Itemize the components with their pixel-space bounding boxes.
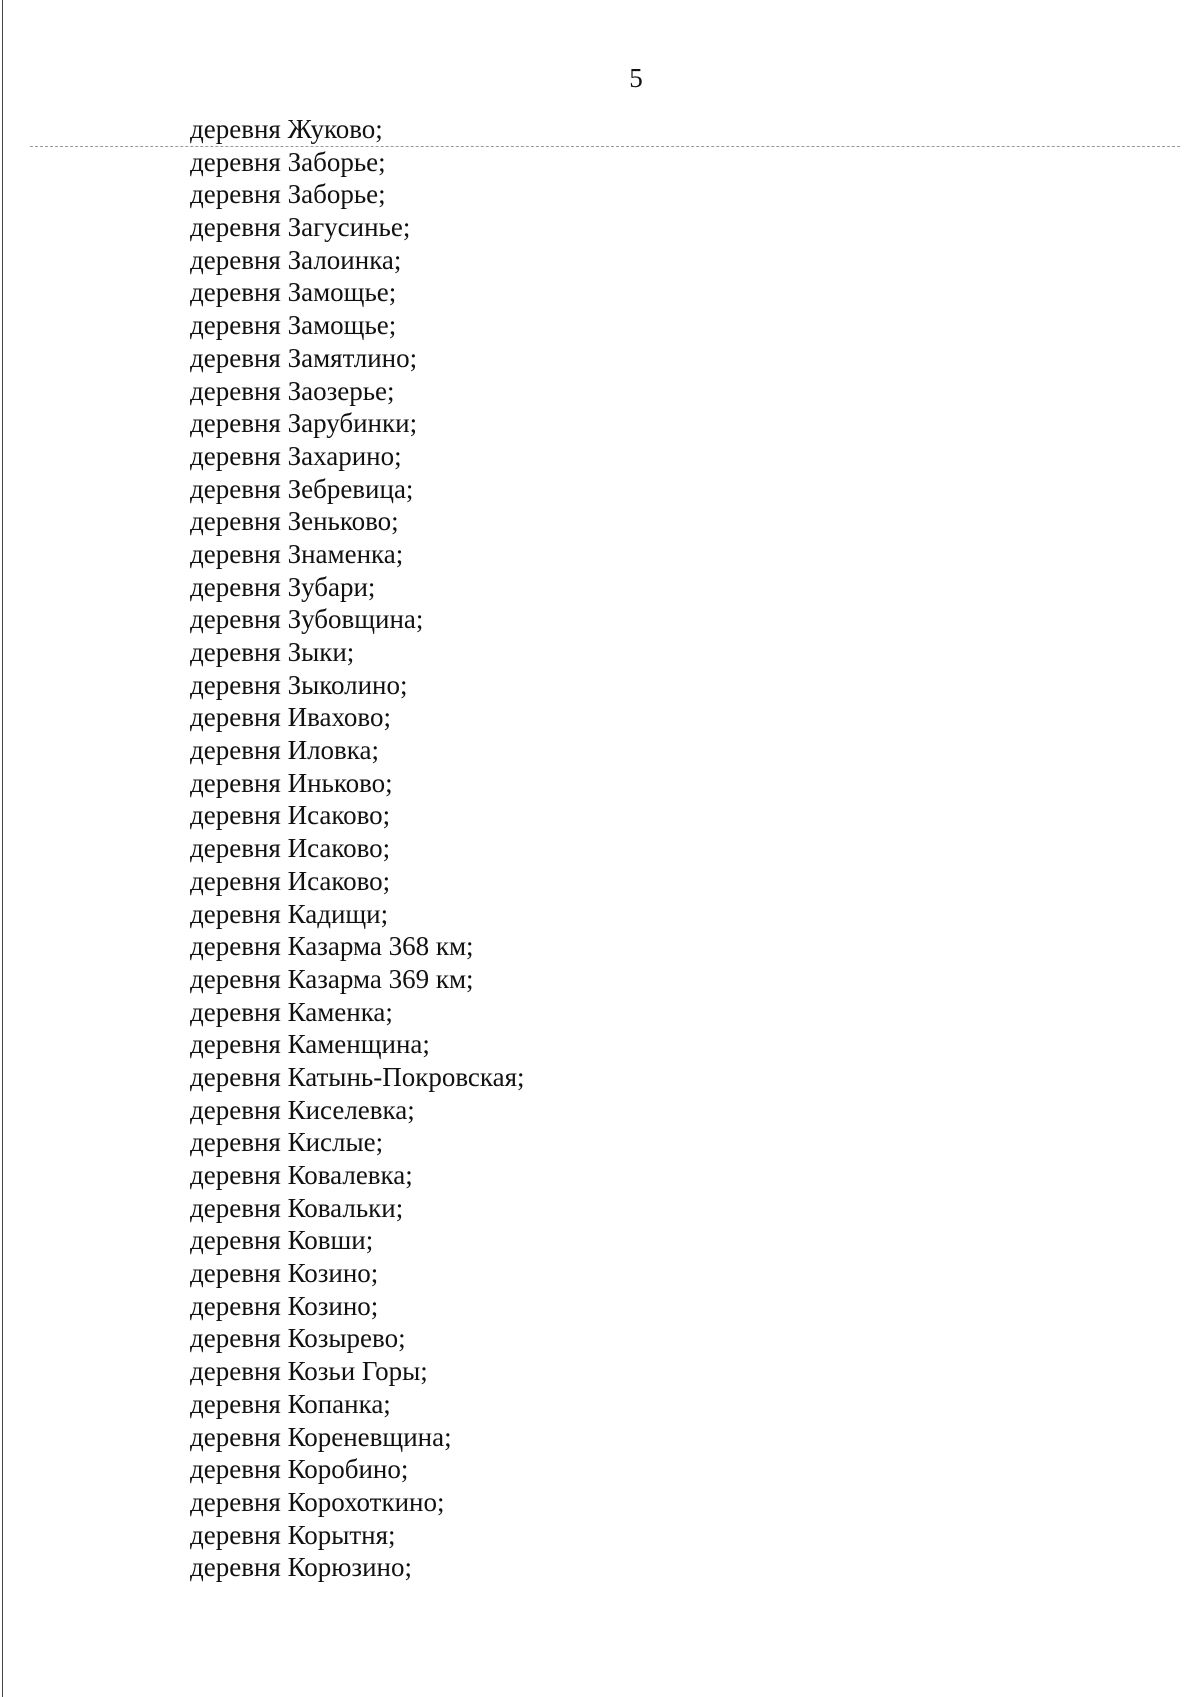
- village-entry: деревня Кореневщина;: [190, 1421, 452, 1452]
- village-entry: деревня Заозерье;: [190, 375, 395, 406]
- village-entry: деревня Козьи Горы;: [190, 1356, 428, 1387]
- page-number: 5: [629, 63, 643, 93]
- village-entry: деревня Заборье;: [190, 179, 386, 210]
- village-entry: деревня Козино;: [190, 1258, 379, 1289]
- village-entry: деревня Ковалевка;: [190, 1160, 413, 1190]
- village-entry: деревня Кислые;: [190, 1127, 384, 1158]
- village-entry: деревня Зыколино;: [190, 669, 408, 700]
- village-entry: деревня Зыки;: [190, 637, 355, 667]
- village-entry: деревня Исаково;: [190, 865, 391, 896]
- village-list: [190, 113, 525, 1584]
- village-entry: деревня Корытня;: [190, 1519, 396, 1550]
- village-entry: деревня Каменка;: [190, 996, 393, 1027]
- village-entry: деревня Заборье;: [190, 146, 386, 177]
- village-entry: деревня Замощье;: [190, 277, 397, 308]
- village-entry: деревня Иловка;: [190, 735, 379, 766]
- village-entry: деревня Ивахово;: [190, 702, 391, 733]
- village-entry: деревня Захарино;: [190, 440, 402, 471]
- village-entry: деревня Зарубинки;: [190, 408, 418, 439]
- village-entry: деревня Жуково;: [190, 114, 383, 144]
- village-entry: деревня Знаменка;: [190, 538, 404, 569]
- scan-left-border: [2, 0, 3, 1697]
- village-entry: деревня Кадищи;: [190, 898, 389, 929]
- village-entry: деревня Казарма 369 км;: [190, 963, 474, 994]
- village-entry: деревня Исаково;: [190, 833, 391, 864]
- village-entry: деревня Киселевка;: [190, 1094, 415, 1125]
- village-entry: деревня Казарма 368 км;: [190, 931, 474, 962]
- village-entry: деревня Залоинка;: [190, 244, 402, 275]
- village-entry: деревня Козино;: [190, 1290, 379, 1321]
- village-entry: деревня Зебревица;: [190, 473, 414, 504]
- village-entry: деревня Замощье;: [190, 310, 397, 341]
- village-entry: деревня Копанка;: [190, 1388, 391, 1419]
- village-entry: деревня Корохоткино;: [190, 1486, 445, 1517]
- village-entry: деревня Зеньково;: [190, 506, 399, 537]
- village-entry: деревня Зубовщина;: [190, 604, 424, 635]
- village-entry: деревня Каменщина;: [190, 1029, 430, 1060]
- village-entry: деревня Коробино;: [190, 1454, 409, 1485]
- village-entry: деревня Замятлино;: [190, 342, 418, 373]
- village-entry: деревня Козырево;: [190, 1323, 406, 1354]
- village-entry: деревня Иньково;: [190, 767, 393, 798]
- village-entry: деревня Ковальки;: [190, 1192, 404, 1223]
- village-entry: деревня Исаково;: [190, 800, 391, 831]
- village-entry: деревня Загусинье;: [190, 212, 411, 243]
- village-entry: деревня Зубари;: [190, 571, 376, 602]
- village-entry: деревня Корюзино;: [190, 1552, 412, 1583]
- village-entry: деревня Катынь-Покровская;: [190, 1061, 525, 1092]
- village-entry: деревня Ковши;: [190, 1225, 374, 1256]
